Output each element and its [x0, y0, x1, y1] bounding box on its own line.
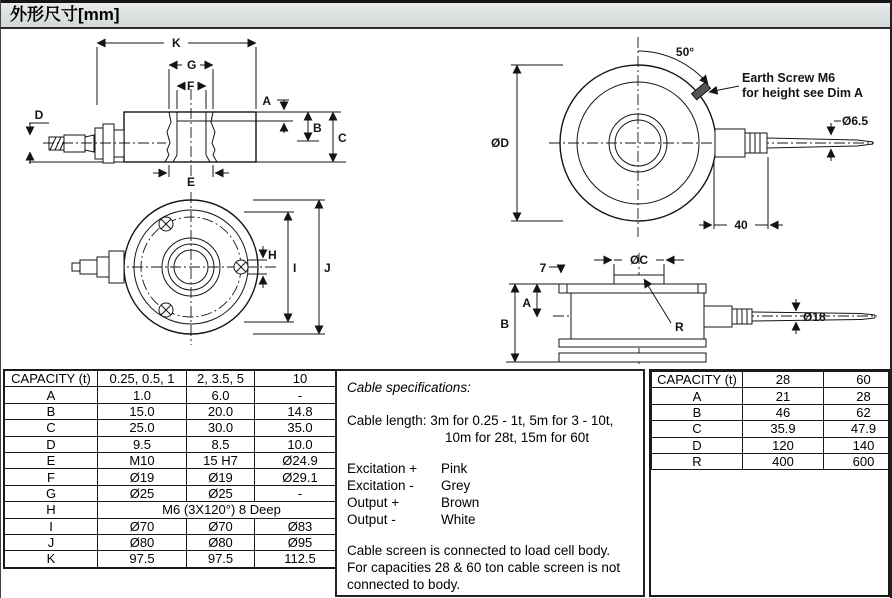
wiring-color: Pink	[441, 461, 468, 476]
value-cell: 28	[824, 388, 892, 404]
wiring-color: Brown	[441, 495, 480, 510]
load-cell-body-large	[559, 275, 706, 362]
value-cell-span: M6 (3X120°) 8 Deep	[98, 502, 347, 518]
table-row	[652, 437, 892, 453]
dim-cell: A	[4, 387, 98, 403]
dim-cell: J	[4, 534, 98, 550]
table-row	[4, 387, 346, 403]
dim-cell: C	[4, 420, 98, 436]
wiring-row	[347, 494, 633, 511]
dim-label-e: E	[186, 175, 196, 189]
cable-connector-right-large	[704, 306, 875, 327]
wiring-signal: Output -	[347, 512, 396, 527]
value-cell: 10.0	[255, 436, 347, 452]
value-cell: 120	[743, 437, 824, 453]
dim-label-a: A	[262, 94, 271, 108]
dimension-table-small-capacities	[3, 369, 347, 569]
cable-length-line1: Cable length: 3m for 0.25 - 1t, 5m for 3 - 10t,	[347, 413, 614, 428]
value-cell: 9.5	[98, 436, 187, 452]
cable-screen-note-line1: Cable screen is connected to load cell body.	[347, 543, 611, 558]
wiring-row	[347, 511, 633, 528]
table-row	[4, 518, 346, 534]
dim-cell: A	[652, 388, 743, 404]
cable-connector-left	[72, 251, 124, 283]
dim-label-cable-dia-6-5: Ø6.5	[842, 114, 869, 128]
value-cell: Ø29.1	[255, 469, 347, 485]
dim-label-h: H	[268, 248, 277, 262]
col-header-capacity: CAPACITY (t)	[652, 372, 743, 388]
table-row	[652, 421, 892, 437]
value-cell: Ø70	[187, 518, 255, 534]
value-cell: Ø25	[98, 485, 187, 501]
wiring-color: Grey	[441, 478, 471, 493]
value-cell: 400	[743, 453, 824, 469]
value-cell: 97.5	[98, 551, 187, 568]
dim-cell: F	[4, 469, 98, 485]
value-cell: 140	[824, 437, 892, 453]
table-row	[4, 436, 346, 452]
wiring-signal: Output +	[347, 495, 400, 510]
cable-screen-note-line2: For capacities 28 & 60 ton cable screen is not	[347, 560, 621, 575]
value-cell: Ø95	[255, 534, 347, 550]
dim-cell: G	[4, 485, 98, 501]
value-cell: Ø24.9	[255, 452, 347, 468]
table-header-row	[652, 372, 892, 388]
dim-label-c: C	[338, 131, 347, 145]
table-row	[4, 534, 346, 550]
cable-screen-note-line3: connected to body.	[347, 577, 461, 592]
table-row	[4, 420, 346, 436]
dim-label-cable-dia-18: Ø18	[803, 310, 826, 324]
dim-cell: E	[4, 452, 98, 468]
wiring-signal: Excitation +	[347, 461, 418, 476]
value-cell: 6.0	[187, 387, 255, 403]
dim-label-i: I	[293, 261, 297, 275]
table-row	[4, 551, 346, 568]
value-cell: Ø19	[187, 469, 255, 485]
table-row	[4, 485, 346, 501]
value-cell: Ø80	[187, 534, 255, 550]
value-cell: Ø83	[255, 518, 347, 534]
value-cell: 97.5	[187, 551, 255, 568]
value-cell: 1.0	[98, 387, 187, 403]
cable-spec-title: Cable specifications:	[347, 380, 471, 395]
dim-label-a2: A	[522, 296, 531, 310]
col-header-28: 28	[743, 372, 824, 388]
value-cell: 14.8	[255, 403, 347, 419]
value-cell: 112.5	[255, 551, 347, 568]
value-cell: 47.9	[824, 421, 892, 437]
wiring-color: White	[441, 512, 476, 527]
wiring-row	[347, 460, 633, 477]
table-row	[4, 452, 346, 468]
dimension-table-large-capacities	[649, 369, 890, 597]
dim-cell: C	[652, 421, 743, 437]
wiring-signal: Excitation -	[347, 478, 414, 493]
col-header-60: 60	[824, 372, 892, 388]
dim-label-angle-50: 50°	[675, 45, 695, 59]
value-cell: Ø25	[187, 485, 255, 501]
cable-gland-assembly	[43, 124, 166, 163]
wiring-list	[347, 460, 633, 528]
value-cell: 46	[743, 404, 824, 420]
drawing-side-view-large	[500, 253, 877, 367]
dim-label-j: J	[324, 261, 331, 275]
table-row	[4, 469, 346, 485]
drawing-top-view-large	[491, 37, 873, 237]
table-row	[652, 388, 892, 404]
dim-label-b2: B	[500, 317, 509, 331]
col-header-cap1: 0.25, 0.5, 1	[98, 370, 187, 387]
dim-label-oc: ØC	[630, 253, 648, 267]
dim-cell: R	[652, 453, 743, 469]
dim-label-f: F	[187, 79, 195, 93]
wiring-row	[347, 477, 633, 494]
threaded-hole-outline	[165, 89, 293, 179]
dim-label-7: 7	[539, 261, 547, 275]
table-row	[652, 404, 892, 420]
value-cell: 35.0	[255, 420, 347, 436]
dim-label-40: 40	[734, 218, 748, 232]
value-cell: -	[255, 485, 347, 501]
dim-label-k: K	[172, 36, 181, 50]
dim-cell: K	[4, 551, 98, 568]
table-row	[4, 403, 346, 419]
drawing-top-view-small	[72, 192, 331, 345]
earth-screw-note-line1: Earth Screw M6	[742, 71, 836, 85]
value-cell: Ø80	[98, 534, 187, 550]
cable-specifications-panel	[335, 369, 645, 597]
cable-length-note	[347, 412, 633, 446]
dimension-drawings	[1, 29, 892, 368]
value-cell: Ø70	[98, 518, 187, 534]
dim-label-b: B	[313, 121, 322, 135]
cable-screen-note	[347, 542, 633, 593]
dim-label-d: D	[34, 108, 44, 122]
value-cell: 30.0	[187, 420, 255, 436]
section-header-bar	[1, 0, 890, 29]
value-cell: M10	[98, 452, 187, 468]
dim-cell: B	[4, 403, 98, 419]
col-header-capacity: CAPACITY (t)	[4, 370, 98, 387]
value-cell: 35.9	[743, 421, 824, 437]
dim-cell: I	[4, 518, 98, 534]
cable-length-line2: 10m for 28t, 15m for 60t	[445, 430, 590, 445]
value-cell: 15.0	[98, 403, 187, 419]
value-cell: 15 H7	[187, 452, 255, 468]
value-cell: -	[255, 387, 347, 403]
earth-screw-note-line2: for height see Dim A	[742, 86, 864, 100]
col-header-cap3: 10	[255, 370, 347, 387]
table-row	[652, 453, 892, 469]
value-cell: Ø19	[98, 469, 187, 485]
value-cell: 20.0	[187, 403, 255, 419]
table-row	[4, 502, 346, 518]
dim-cell: D	[4, 436, 98, 452]
dim-cell: D	[652, 437, 743, 453]
dim-cell: H	[4, 502, 98, 518]
col-header-cap2: 2, 3.5, 5	[187, 370, 255, 387]
table-header-row	[4, 370, 346, 387]
dim-label-g: G	[187, 58, 197, 72]
value-cell: 600	[824, 453, 892, 469]
dim-cell: B	[652, 404, 743, 420]
value-cell: 21	[743, 388, 824, 404]
page-title: 外形尺寸[mm]	[10, 5, 120, 24]
value-cell: 62	[824, 404, 892, 420]
value-cell: 8.5	[187, 436, 255, 452]
drawing-side-view-small	[29, 36, 347, 189]
dim-label-r: R	[675, 320, 684, 334]
value-cell: 25.0	[98, 420, 187, 436]
dim-label-od: ØD	[491, 136, 509, 150]
